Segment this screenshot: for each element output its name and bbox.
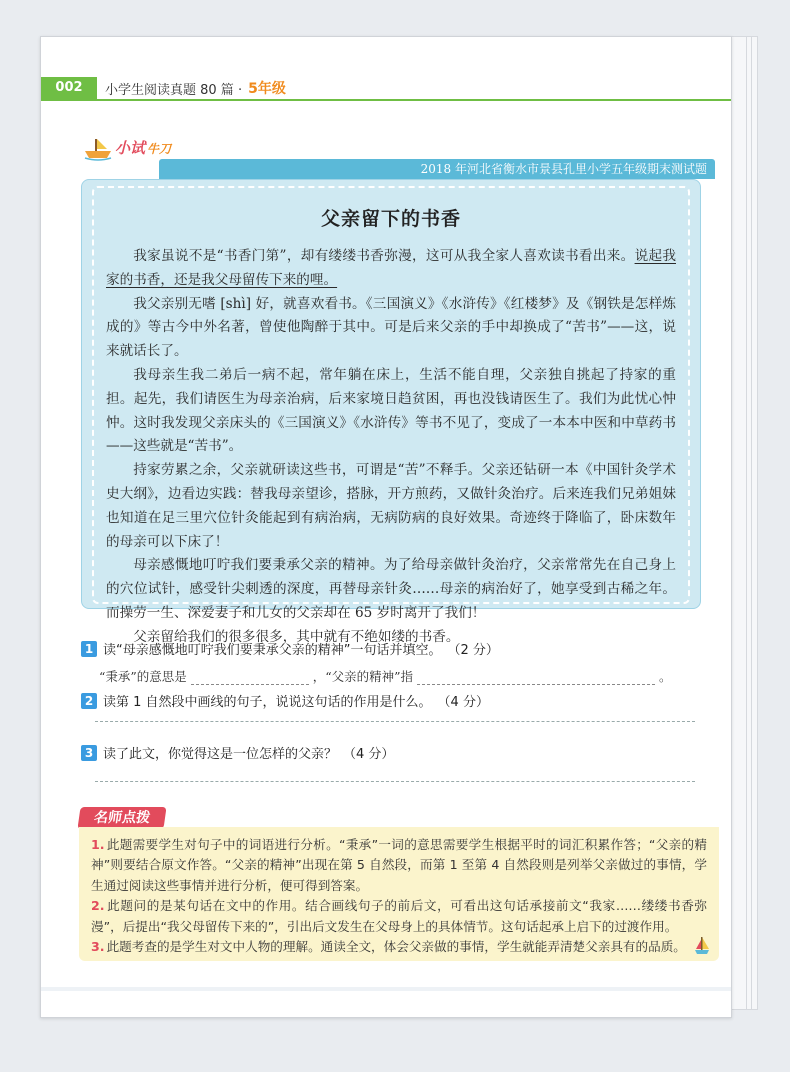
grade-badge: 5年级 (248, 81, 286, 97)
teacher-tips-box (79, 827, 719, 961)
paragraph-6: 父亲留给我们的很多很多，其中就有不绝如缕的书香。 (133, 628, 460, 645)
question-points: （2 分） (447, 643, 499, 658)
page-header (41, 77, 731, 99)
page-number: 002 (41, 77, 97, 99)
reading-passage (81, 179, 701, 645)
book-page (40, 36, 732, 1018)
paragraph-1: 我家虽说不是“书香门第”，却有缕缕书香弥漫，这可从我全家人喜欢读书看出来。说起我家的书香，还是我父母留传下来的哩。 (106, 248, 676, 288)
answer-line[interactable] (95, 781, 695, 782)
question-number: 3 (81, 745, 97, 761)
tip-item: 1. 此题需要学生对句子中的词语进行分析。“秉承”一词的意思需要学生根据平时的词汇积累作答；“父亲的精神”则要结合原文作答。“父亲的精神”出现在第 5 自然段，而第 1 至第 4 自然段则是列举父亲做过的事情，学生通过阅读这些事情并进行分析，便可得到答案。 (91, 837, 707, 893)
sailboat-icon (693, 935, 711, 955)
svg-text:牛刀: 牛刀 (147, 142, 172, 156)
paragraph-3: 我母亲生我二弟后一病不起，常年躺在床上，生活不能自理，父亲独自挑起了持家的重担。起先，我们请医生为母亲治病，后来家境日趋贫困，再也没钱请医生了。我们为此忧心忡忡。这时我发现父亲床头的《三国演义》《水浒传》等书不见了，变成了一本本中医和中草药书——这些就是“苦书”。 (106, 366, 676, 455)
question-2 (81, 691, 489, 710)
svg-text:小试: 小试 (115, 139, 146, 157)
question-text: 读了此文，你觉得这是一位怎样的父亲？ (103, 747, 338, 762)
question-text: 读“母亲感慨地叮咛我们要秉承父亲的精神”一句话并填空。 (103, 643, 442, 658)
passage-title: 父亲留下的书香 (320, 208, 461, 230)
question-number: 1 (81, 641, 97, 657)
answer-blank-1[interactable] (191, 670, 309, 685)
page-footer-strip (41, 987, 731, 991)
paragraph-5: 母亲感慨地叮咛我们要秉承父亲的精神。为了给母亲做针灸治疗，父亲常常先在自己身上的穴位试针，感受针尖刺透的深度，再替母亲针灸……母亲的病治好了，她享受到古稀之年。而操劳一生、深爱妻子和儿女的父亲却在 65 岁时离开了我们！ (106, 557, 676, 621)
answer-line[interactable] (95, 721, 695, 722)
header-rule (41, 99, 731, 101)
answer-blank-2[interactable] (417, 670, 655, 685)
teacher-tips-label: 名师点拨 (77, 807, 166, 829)
question-points: （4 分） (343, 747, 395, 762)
tip-item: 2. 此题问的是某句话在文中的作用。结合画线句子的前后文，可看出这句话承接前文“我家……缕缕书香弥漫”，后提出“我父母留传下来的”，引出后文发生在父母身上的具体情节。这句话起承上启下的过渡作用。 (91, 898, 707, 934)
section-logo (81, 131, 173, 161)
paragraph-2: 我父亲别无嗜 [shì] 好，就喜欢看书。《三国演义》《水浒传》《红楼梦》及《钢铁是怎样炼成的》等古今中外名著，曾使他陶醉于其中。可是后来父亲的手中却换成了“苦书”——这，说来就话长了。 (106, 295, 676, 360)
question-1-fill: “秉承”的意思是 ，“父亲的精神”指 。 (99, 669, 672, 684)
question-1 (81, 639, 499, 658)
boat-icon (81, 131, 173, 161)
question-number: 2 (81, 693, 97, 709)
question-text: 读第 1 自然段中画线的句子，说说这句话的作用是什么。 (103, 695, 432, 710)
book-title: 小学生阅读真题 80 篇 · (105, 82, 243, 98)
exam-source-bar: 2018 年河北省衡水市景县孔里小学五年级期末测试题 (159, 159, 715, 179)
paragraph-4: 持家劳累之余，父亲就研读这些书，可谓是“苦”不释手。父亲还钻研一本《中国针灸学术史大纲》，边看边实践：替我母亲望诊，搭脉，开方煎药，又做针灸治疗。后来连我们兄弟姐妹也知道在足三里穴位针灸能起到有病治病，无病防病的良好效果。奇迹终于降临了，卧床数年的母亲可以下床了！ (106, 462, 676, 550)
question-points: （4 分） (437, 695, 489, 710)
question-3 (81, 743, 394, 762)
underlined-sentence: 说起我家的书香，还是我父母留传下来的哩。 (106, 248, 676, 288)
tip-item: 3. 此题考查的是学生对文中人物的理解。通读全文，体会父亲做的事情，学生就能弄清楚父亲具有的品质。 (91, 939, 686, 955)
